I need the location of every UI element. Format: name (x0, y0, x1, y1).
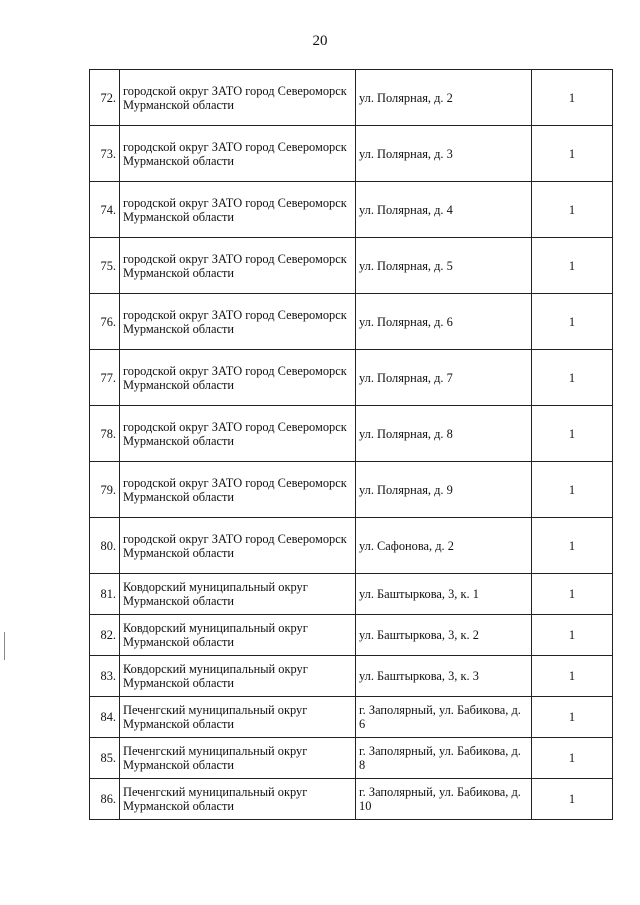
address: г. Заполярный, ул. Бабикова, д. 6 (356, 697, 532, 738)
address: г. Заполярный, ул. Бабикова, д. 10 (356, 779, 532, 820)
municipality-name: городской округ ЗАТО город Североморск Мурманской области (120, 182, 356, 238)
row-number: 73. (90, 126, 120, 182)
quantity: 1 (532, 350, 613, 406)
municipality-name: Ковдорский муниципальный округ Мурманской области (120, 615, 356, 656)
page-number: 20 (312, 33, 328, 49)
municipality-name: Ковдорский муниципальный округ Мурманской области (120, 574, 356, 615)
address: ул. Полярная, д. 2 (356, 70, 532, 126)
row-number: 83. (90, 656, 120, 697)
quantity: 1 (532, 238, 613, 294)
quantity: 1 (532, 518, 613, 574)
registry-table-body (90, 70, 613, 820)
address: ул. Баштыркова, 3, к. 1 (356, 574, 532, 615)
quantity: 1 (532, 697, 613, 738)
row-number: 77. (90, 350, 120, 406)
row-number: 72. (90, 70, 120, 126)
table-row (90, 238, 613, 294)
row-number: 86. (90, 779, 120, 820)
quantity: 1 (532, 656, 613, 697)
table-row (90, 70, 613, 126)
table-row (90, 738, 613, 779)
municipality-name: городской округ ЗАТО город Североморск Мурманской области (120, 462, 356, 518)
table-row (90, 462, 613, 518)
table-row (90, 182, 613, 238)
municipality-name: Печенгский муниципальный округ Мурманской области (120, 738, 356, 779)
table-row (90, 779, 613, 820)
row-number: 81. (90, 574, 120, 615)
address: ул. Полярная, д. 4 (356, 182, 532, 238)
quantity: 1 (532, 615, 613, 656)
row-number: 85. (90, 738, 120, 779)
address: ул. Полярная, д. 3 (356, 126, 532, 182)
registry-table (89, 69, 613, 820)
quantity: 1 (532, 294, 613, 350)
quantity: 1 (532, 738, 613, 779)
row-number: 74. (90, 182, 120, 238)
table-row (90, 350, 613, 406)
table-row (90, 574, 613, 615)
municipality-name: городской округ ЗАТО город Североморск Мурманской области (120, 350, 356, 406)
municipality-name: городской округ ЗАТО город Североморск Мурманской области (120, 238, 356, 294)
municipality-name: городской округ ЗАТО город Североморск Мурманской области (120, 406, 356, 462)
municipality-name: городской округ ЗАТО город Североморск Мурманской области (120, 70, 356, 126)
address: ул. Полярная, д. 9 (356, 462, 532, 518)
municipality-name: Печенгский муниципальный округ Мурманской области (120, 697, 356, 738)
quantity: 1 (532, 779, 613, 820)
table-row (90, 406, 613, 462)
row-number: 79. (90, 462, 120, 518)
address: ул. Полярная, д. 7 (356, 350, 532, 406)
row-number: 82. (90, 615, 120, 656)
row-number: 80. (90, 518, 120, 574)
row-number: 78. (90, 406, 120, 462)
quantity: 1 (532, 70, 613, 126)
row-number: 75. (90, 238, 120, 294)
municipality-name: Печенгский муниципальный округ Мурманской области (120, 779, 356, 820)
scan-margin-mark (4, 632, 7, 660)
table-row (90, 126, 613, 182)
quantity: 1 (532, 126, 613, 182)
address: ул. Полярная, д. 5 (356, 238, 532, 294)
quantity: 1 (532, 406, 613, 462)
quantity: 1 (532, 574, 613, 615)
address: ул. Сафонова, д. 2 (356, 518, 532, 574)
address: ул. Полярная, д. 8 (356, 406, 532, 462)
municipality-name: городской округ ЗАТО город Североморск Мурманской области (120, 126, 356, 182)
table-row (90, 615, 613, 656)
table-row (90, 656, 613, 697)
address: ул. Баштыркова, 3, к. 2 (356, 615, 532, 656)
municipality-name: городской округ ЗАТО город Североморск Мурманской области (120, 294, 356, 350)
table-row (90, 697, 613, 738)
row-number: 76. (90, 294, 120, 350)
table-row (90, 518, 613, 574)
municipality-name: городской округ ЗАТО город Североморск Мурманской области (120, 518, 356, 574)
quantity: 1 (532, 182, 613, 238)
row-number: 84. (90, 697, 120, 738)
quantity: 1 (532, 462, 613, 518)
address: г. Заполярный, ул. Бабикова, д. 8 (356, 738, 532, 779)
table-row (90, 294, 613, 350)
municipality-name: Ковдорский муниципальный округ Мурманской области (120, 656, 356, 697)
address: ул. Баштыркова, 3, к. 3 (356, 656, 532, 697)
address: ул. Полярная, д. 6 (356, 294, 532, 350)
